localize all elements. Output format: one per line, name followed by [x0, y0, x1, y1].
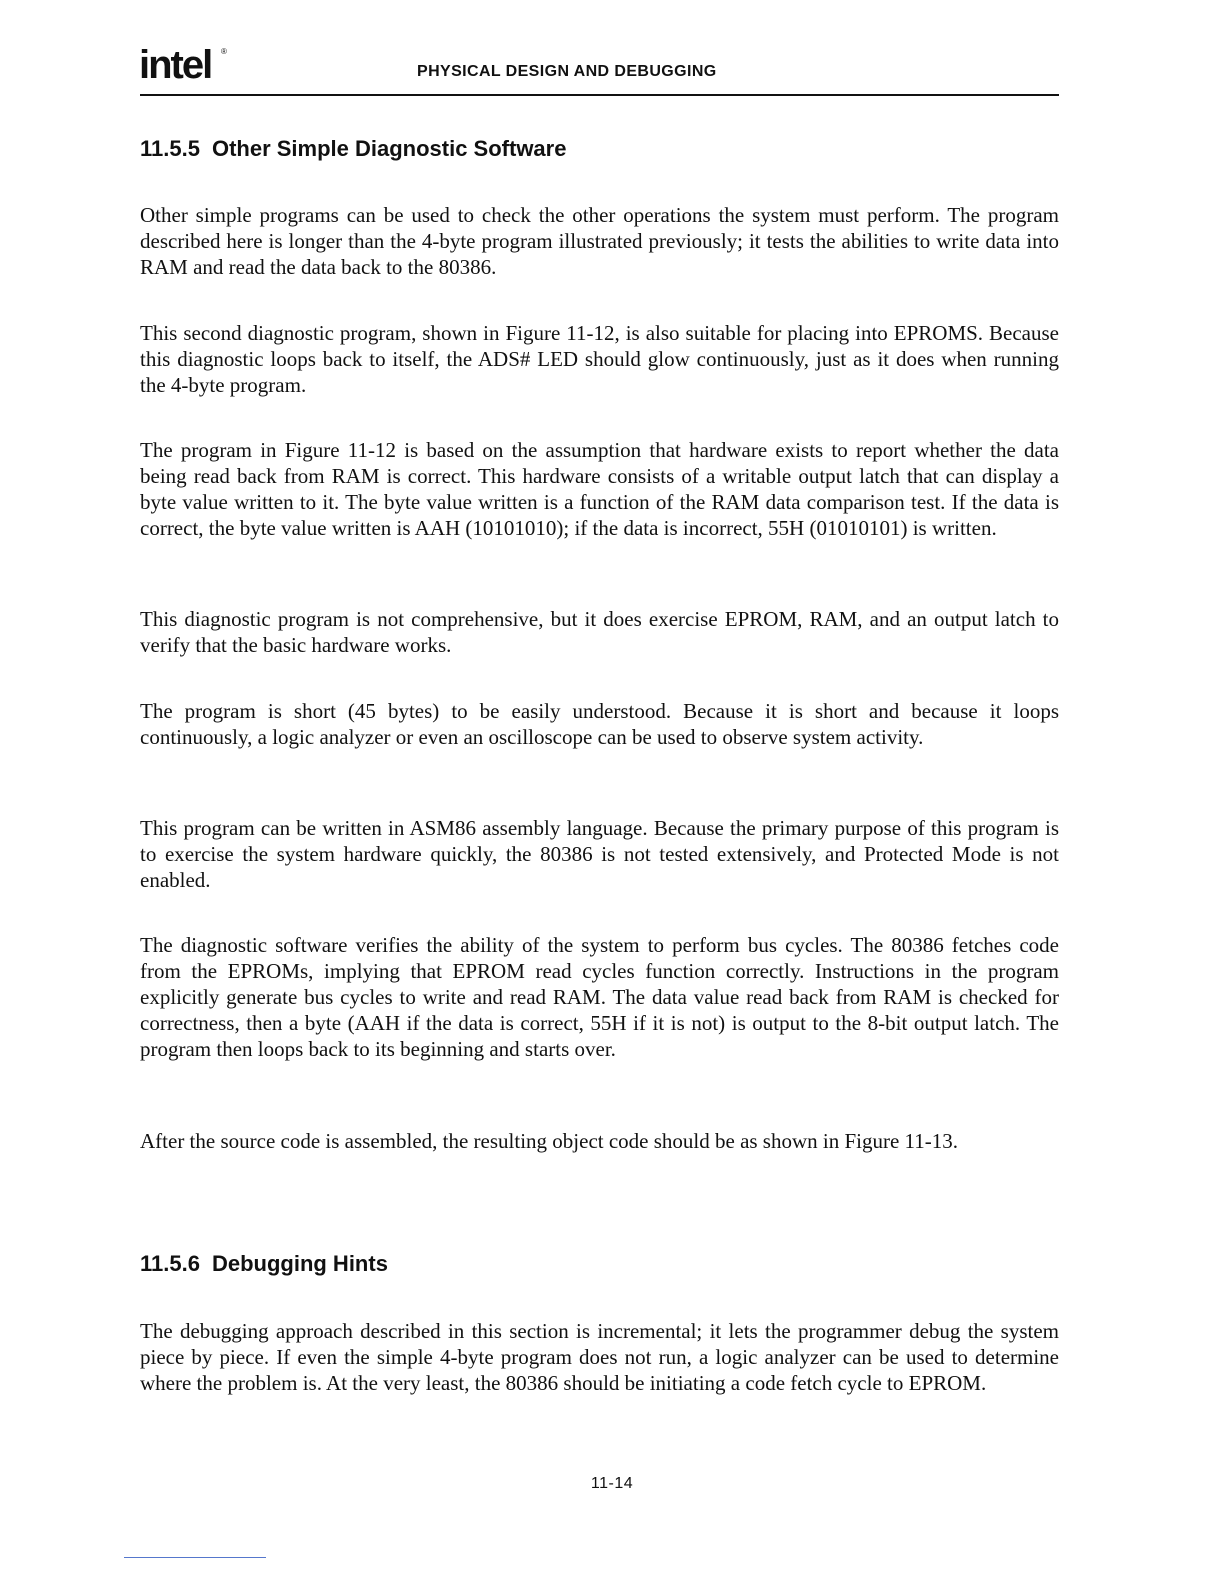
section-number: 11.5.6: [140, 1251, 200, 1276]
section-title: Debugging Hints: [211, 1251, 388, 1276]
section-number: 11.5.5: [140, 136, 200, 161]
svg-text:intel: intel: [139, 43, 212, 87]
running-header-title: PHYSICAL DESIGN AND DEBUGGING: [417, 63, 717, 80]
page-number: 11-14: [590, 1475, 634, 1492]
paragraph: After the source code is assembled, the resulting object code should be as shown in Figure 11-13.: [140, 1129, 959, 1153]
section-title: Other Simple Diagnostic Software: [211, 136, 567, 161]
svg-text:®: ®: [221, 47, 227, 56]
paragraph: The debugging approach described in this section is incremental; it lets the programmer debug the system piece by piece. If even the simple 4-byte program does not run, a logic analyzer can be used to determine where the problem is. At the very least, the 80386 should be initiating a code fetch cycle to EPROM.: [140, 1319, 1059, 1395]
intel-logo: [139, 38, 239, 98]
paragraph: This second diagnostic program, shown in Figure 11-12, is also suitable for placing into EPROMS. Because this diagnostic loops back to itself, the ADS# LED should glow continuously, just as it does when running the 4-byte program.: [140, 321, 1059, 397]
section-heading-11-5-5: [140, 136, 566, 162]
section-heading-11-5-6: [140, 1251, 388, 1277]
paragraph: Other simple programs can be used to check the other operations the system must perform. The program described here is longer than the 4-byte program illustrated previously; it tests the abilities to write data into RAM and read the data back to the 80386.: [140, 203, 1059, 279]
paragraph: The program in Figure 11-12 is based on the assumption that hardware exists to report whether the data being read back from RAM is correct. This hardware consists of a writable output latch that can display a byte value written to it. The byte value written is a function of the RAM data comparison test. If the data is correct, the byte value written is AAH (10101010); if the data is incorrect, 55H (01010101) is written.: [140, 438, 1059, 540]
paragraph: This diagnostic program is not comprehensive, but it does exercise EPROM, RAM, and an output latch to verify that the basic hardware works.: [140, 607, 1059, 657]
paragraph: The diagnostic software verifies the ability of the system to perform bus cycles. The 80386 fetches code from the EPROMs, implying that EPROM read cycles function correctly. Instructions in the program explicitly generate bus cycles to write and read RAM. The data value read back from RAM is checked for correctness, then a byte (AAH if the data is correct, 55H if it is not) is output to the 8-bit output latch. The program then loops back to its beginning and starts over.: [140, 933, 1059, 1061]
paragraph: This program can be written in ASM86 assembly language. Because the primary purpose of this program is to exercise the system hardware quickly, the 80386 is not tested extensively, and Protected Mode is not enabled.: [140, 816, 1059, 892]
header-rule: [140, 94, 1059, 96]
footer-rule: [124, 1557, 266, 1558]
paragraph: The program is short (45 bytes) to be easily understood. Because it is short and because it loops continuously, a logic analyzer or even an oscilloscope can be used to observe system activity.: [140, 699, 1059, 749]
